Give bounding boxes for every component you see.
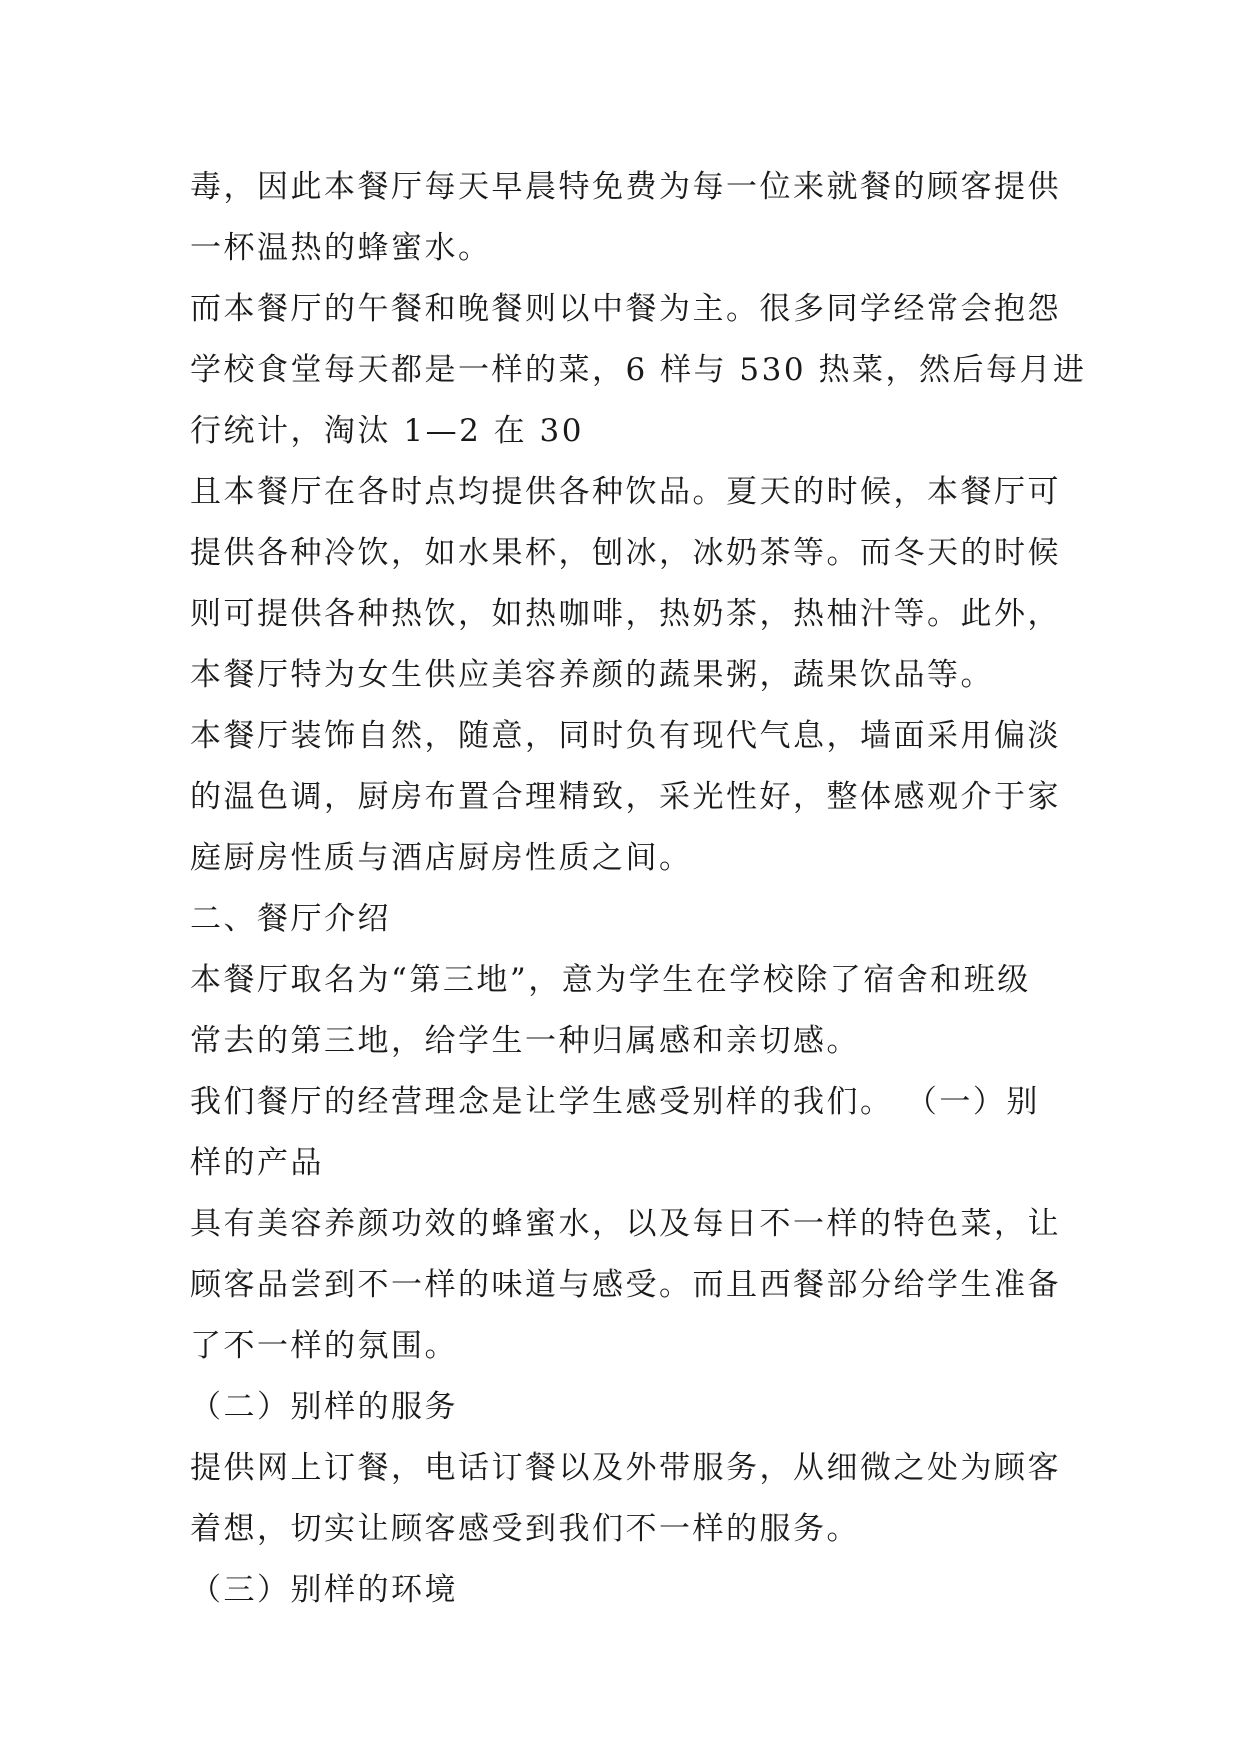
text-line: 一杯温热的蜂蜜水。 — [190, 230, 492, 266]
text-line: 提供各种冷饮，如水果杯，刨冰，冰奶茶等。而冬天的时候 — [190, 535, 1061, 571]
text-line: 则可提供各种热饮，如热咖啡，热奶茶，热柚汁等。此外， — [190, 596, 1061, 632]
text-line: 学校食堂每天都是一样的菜，6 样与 530 热菜，然后每月进 — [190, 352, 1087, 388]
text-line: 毒，因此本餐厅每天早晨特免费为每一位来就餐的顾客提供 — [190, 169, 1061, 205]
section-heading: 二、餐厅介绍 — [190, 901, 391, 937]
text-line: 常去的第三地，给学生一种归属感和亲切感。 — [190, 1023, 860, 1059]
text-line: 顾客品尝到不一样的味道与感受。而且西餐部分给学生准备 — [190, 1267, 1061, 1303]
text-line: 且本餐厅在各时点均提供各种饮品。夏天的时候，本餐厅可 — [190, 474, 1061, 510]
text-line: 具有美容养颜功效的蜂蜜水，以及每日不一样的特色菜，让 — [190, 1206, 1061, 1242]
body-text — [190, 157, 1087, 1621]
text-line: 本餐厅装饰自然，随意，同时负有现代气息，墙面采用偏淡 — [190, 718, 1061, 754]
text-line: 而本餐厅的午餐和晚餐则以中餐为主。很多同学经常会抱怨 — [190, 291, 1061, 327]
text-line: 提供网上订餐，电话订餐以及外带服务，从细微之处为顾客 — [190, 1450, 1061, 1486]
subsection-heading: （三）别样的环境 — [190, 1572, 458, 1608]
text-line: 我们餐厅的经营理念是让学生感受别样的我们。 （一）别 — [190, 1084, 1040, 1120]
text-line: 着想，切实让顾客感受到我们不一样的服务。 — [190, 1511, 860, 1547]
text-line: 样的产品 — [190, 1145, 324, 1181]
subsection-heading: （二）别样的服务 — [190, 1389, 458, 1425]
text-line: 本餐厅特为女生供应美容养颜的蔬果粥，蔬果饮品等。 — [190, 657, 994, 693]
text-line: 本餐厅取名为“第三地”，意为学生在学校除了宿舍和班级 — [190, 962, 1031, 998]
text-line: 行统计，淘汰 1—2 在 30 — [190, 413, 584, 449]
text-line: 庭厨房性质与酒店厨房性质之间。 — [190, 840, 693, 876]
text-line: 了不一样的氛围。 — [190, 1328, 458, 1364]
text-line: 的温色调，厨房布置合理精致，采光性好，整体感观介于家 — [190, 779, 1061, 815]
